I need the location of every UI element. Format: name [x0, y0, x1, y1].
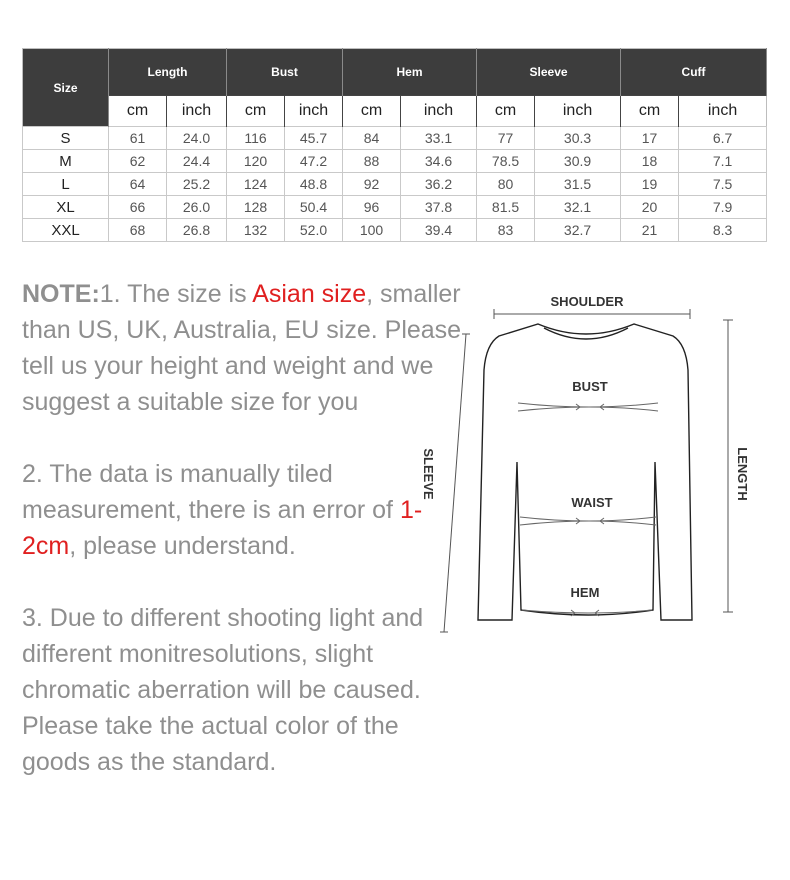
sleeve-label: SLEEVE [421, 448, 436, 500]
measurement-cell: 83 [477, 219, 535, 242]
measurement-cell: 36.2 [401, 173, 477, 196]
garment-measurement-diagram [420, 290, 760, 650]
measurement-cell: 25.2 [167, 173, 227, 196]
measurement-cell: 132 [227, 219, 285, 242]
measurement-cell: 66 [109, 196, 167, 219]
measurement-cell: 33.1 [401, 127, 477, 150]
measurement-cell: 24.0 [167, 127, 227, 150]
table-row [23, 173, 767, 196]
shoulder-arrow [494, 309, 690, 319]
measurement-cell: 21 [621, 219, 679, 242]
table-row [23, 219, 767, 242]
measurement-cell: 52.0 [285, 219, 343, 242]
table-row [23, 127, 767, 150]
size-cell: L [23, 173, 109, 196]
measurement-cell: 116 [227, 127, 285, 150]
size-cell: XXL [23, 219, 109, 242]
hem-label: HEM [570, 585, 600, 600]
measurement-cell: 81.5 [477, 196, 535, 219]
table-row [23, 196, 767, 219]
unit-header: inch [285, 96, 343, 127]
note-2-text-a: 2. The data is manually tiled measurement, there is an error of [22, 460, 400, 524]
shirt-outline [478, 324, 692, 620]
note-3: 3. Due to different shooting light and different monitresolutions, slight chromatic aberration will be caused. Please take the actual color of the goods as the standard. [22, 604, 424, 776]
size-table-body [23, 127, 767, 242]
size-header: Size [23, 49, 109, 127]
group-header-cuff: Cuff [621, 49, 767, 96]
waist-label: WAIST [571, 495, 613, 510]
measurement-cell: 64 [109, 173, 167, 196]
measurement-cell: 100 [343, 219, 401, 242]
length-label: LENGTH [735, 447, 750, 501]
measurement-cell: 7.9 [679, 196, 767, 219]
measurement-cell: 31.5 [535, 173, 621, 196]
group-header-length: Length [109, 49, 227, 96]
measurement-cell: 6.7 [679, 127, 767, 150]
measurement-cell: 124 [227, 173, 285, 196]
measurement-cell: 7.1 [679, 150, 767, 173]
measurement-cell: 47.2 [285, 150, 343, 173]
size-cell: M [23, 150, 109, 173]
bust-arrow [518, 403, 658, 411]
measurement-cell: 30.9 [535, 150, 621, 173]
measurement-cell: 18 [621, 150, 679, 173]
measurement-cell: 45.7 [285, 127, 343, 150]
length-arrow [723, 320, 733, 612]
measurement-cell: 24.4 [167, 150, 227, 173]
measurement-cell: 96 [343, 196, 401, 219]
measurement-cell: 92 [343, 173, 401, 196]
measurement-cell: 17 [621, 127, 679, 150]
measurement-cell: 120 [227, 150, 285, 173]
measurement-cell: 32.7 [535, 219, 621, 242]
unit-header: cm [227, 96, 285, 127]
waist-arrow [520, 517, 656, 525]
sleeve-arrow [440, 334, 470, 632]
unit-header: inch [679, 96, 767, 127]
group-header-hem: Hem [343, 49, 477, 96]
measurement-cell: 30.3 [535, 127, 621, 150]
measurement-cell: 62 [109, 150, 167, 173]
group-header-bust: Bust [227, 49, 343, 96]
unit-header: inch [535, 96, 621, 127]
measurement-cell: 8.3 [679, 219, 767, 242]
note-1-text-b: , smaller than US, UK, Australia, EU size. Please tell us your height and weight and we suggest a suitable size for you [22, 280, 462, 416]
measurement-cell: 20 [621, 196, 679, 219]
measurement-cell: 50.4 [285, 196, 343, 219]
measurement-cell: 84 [343, 127, 401, 150]
measurement-cell: 128 [227, 196, 285, 219]
note-1-highlight: Asian size [252, 280, 367, 308]
note-1-text-a: 1. The size is [99, 280, 253, 308]
measurement-cell: 37.8 [401, 196, 477, 219]
note-2-text-b: , please understand. [69, 532, 296, 560]
measurement-cell: 26.0 [167, 196, 227, 219]
measurement-cell: 88 [343, 150, 401, 173]
unit-header: cm [621, 96, 679, 127]
measurement-cell: 61 [109, 127, 167, 150]
unit-header: cm [343, 96, 401, 127]
measurement-cell: 32.1 [535, 196, 621, 219]
measurement-cell: 19 [621, 173, 679, 196]
measurement-cell: 77 [477, 127, 535, 150]
size-chart-table [22, 48, 767, 242]
note-label: NOTE: [22, 280, 100, 308]
measurement-cell: 48.8 [285, 173, 343, 196]
unit-header: cm [109, 96, 167, 127]
measurement-cell: 80 [477, 173, 535, 196]
unit-header: inch [167, 96, 227, 127]
note-1 [22, 276, 462, 420]
measurement-cell: 78.5 [477, 150, 535, 173]
unit-header: cm [477, 96, 535, 127]
note-2 [22, 456, 462, 564]
notes-section [22, 276, 462, 816]
measurement-cell: 26.8 [167, 219, 227, 242]
measurement-cell: 34.6 [401, 150, 477, 173]
size-cell: S [23, 127, 109, 150]
measurement-cell: 7.5 [679, 173, 767, 196]
note-2-highlight: 1-2cm [22, 496, 423, 560]
unit-header: inch [401, 96, 477, 127]
group-header-sleeve: Sleeve [477, 49, 621, 96]
shoulder-label: SHOULDER [550, 294, 624, 309]
measurement-cell: 39.4 [401, 219, 477, 242]
bust-label: BUST [572, 379, 608, 394]
measurement-cell: 68 [109, 219, 167, 242]
table-row [23, 150, 767, 173]
size-cell: XL [23, 196, 109, 219]
